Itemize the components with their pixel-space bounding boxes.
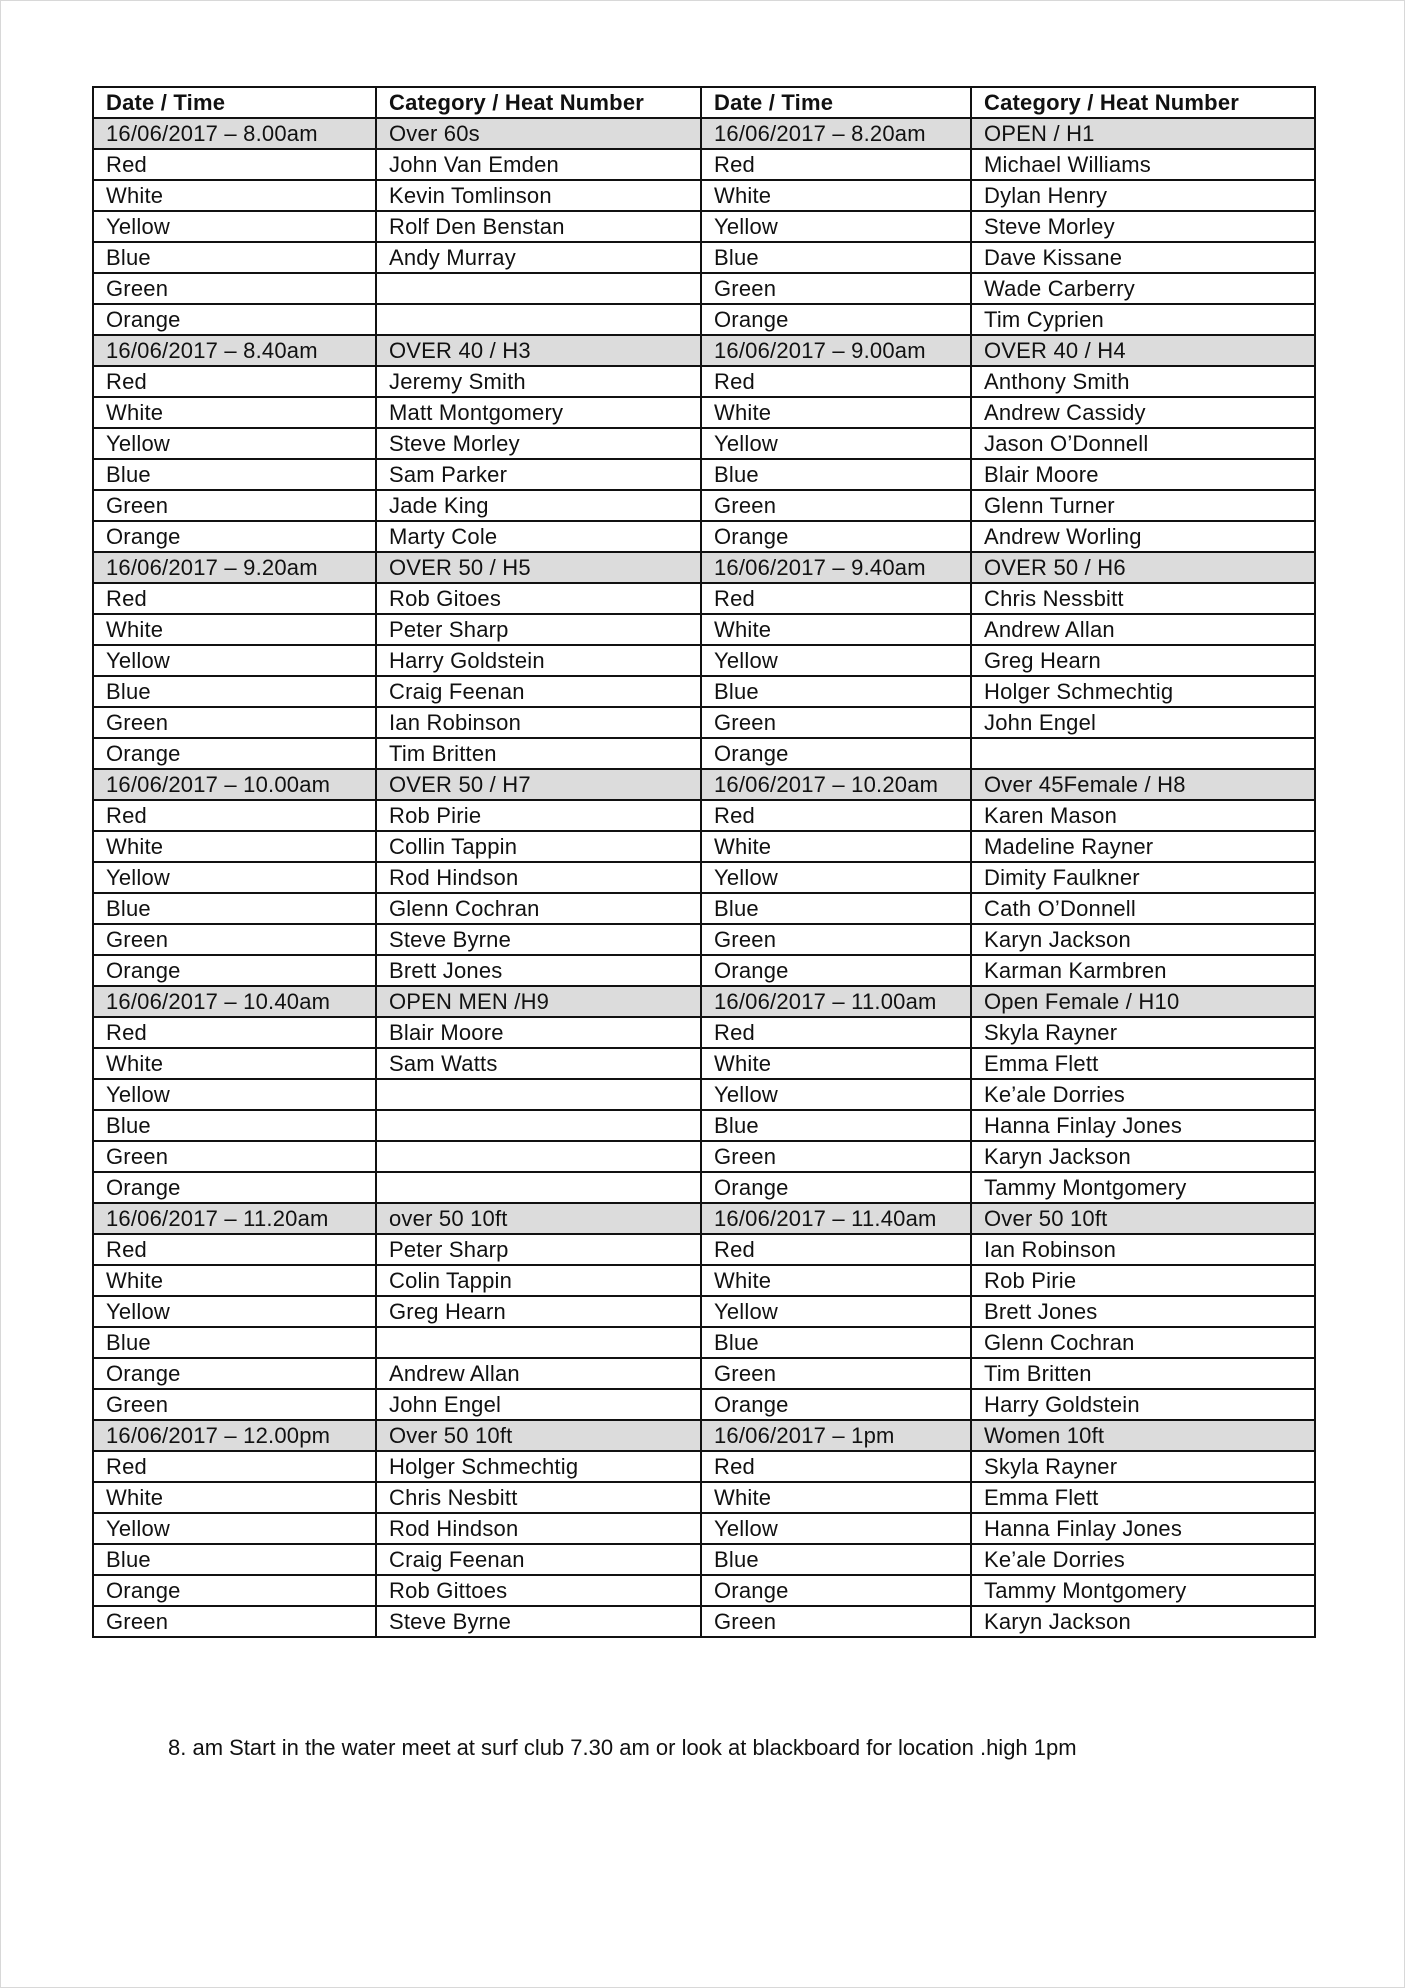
lane-colour: Yellow <box>701 1513 971 1544</box>
competitor-name: Madeline Rayner <box>971 831 1315 862</box>
competitor-name: Colin Tappin <box>376 1265 701 1296</box>
competitor-name: Karen Mason <box>971 800 1315 831</box>
table-row <box>93 800 1315 831</box>
competitor-name: Tim Britten <box>971 1358 1315 1389</box>
table-row <box>93 1172 1315 1203</box>
table-row <box>93 1017 1315 1048</box>
heat-header-row <box>93 1203 1315 1234</box>
table-row <box>93 304 1315 335</box>
table-row <box>93 273 1315 304</box>
heat-time: 16/06/2017 – 10.20am <box>701 769 971 800</box>
lane-colour: Red <box>701 1234 971 1265</box>
heat-time: 16/06/2017 – 11.00am <box>701 986 971 1017</box>
table-row <box>93 1265 1315 1296</box>
heat-category: Open Female / H10 <box>971 986 1315 1017</box>
competitor-name: Rob Pirie <box>971 1265 1315 1296</box>
competitor-name: Marty Cole <box>376 521 701 552</box>
competitor-name: Andy Murray <box>376 242 701 273</box>
lane-colour: White <box>93 1265 376 1296</box>
lane-colour: Green <box>93 273 376 304</box>
lane-colour: Blue <box>701 893 971 924</box>
table-row <box>93 1079 1315 1110</box>
competitor-name: Anthony Smith <box>971 366 1315 397</box>
table-row <box>93 1482 1315 1513</box>
competitor-name: Rolf Den Benstan <box>376 211 701 242</box>
table-row <box>93 1544 1315 1575</box>
lane-colour: Green <box>701 1141 971 1172</box>
lane-colour: Blue <box>93 1544 376 1575</box>
column-header-left-category: Category / Heat Number <box>376 87 701 118</box>
lane-colour: Orange <box>93 738 376 769</box>
competitor-name: Skyla Rayner <box>971 1017 1315 1048</box>
competitor-name: Tim Cyprien <box>971 304 1315 335</box>
heat-category: Women 10ft <box>971 1420 1315 1451</box>
lane-colour: Blue <box>93 676 376 707</box>
lane-colour: Red <box>93 583 376 614</box>
table-row <box>93 242 1315 273</box>
heat-time: 16/06/2017 – 1pm <box>701 1420 971 1451</box>
lane-colour: Orange <box>701 1575 971 1606</box>
table-row <box>93 1358 1315 1389</box>
column-header-right-category: Category / Heat Number <box>971 87 1315 118</box>
lane-colour: White <box>93 180 376 211</box>
competitor-name: Ke’ale Dorries <box>971 1079 1315 1110</box>
lane-colour: Yellow <box>701 211 971 242</box>
competitor-name <box>376 1141 701 1172</box>
footnote: 8. am Start in the water meet at surf club 7.30 am or look at blackboard for location .high 1pm <box>168 1735 1077 1760</box>
column-header-left-time: Date / Time <box>93 87 376 118</box>
competitor-name: Peter Sharp <box>376 614 701 645</box>
competitor-name: Jeremy Smith <box>376 366 701 397</box>
column-header-right-time: Date / Time <box>701 87 971 118</box>
competitor-name: Greg Hearn <box>376 1296 701 1327</box>
table-row <box>93 738 1315 769</box>
table-body <box>93 118 1315 1637</box>
competitor-name: Sam Parker <box>376 459 701 490</box>
table-header-row <box>93 87 1315 118</box>
competitor-name: Cath O’Donnell <box>971 893 1315 924</box>
competitor-name <box>376 1327 701 1358</box>
competitor-name: Karman Karmbren <box>971 955 1315 986</box>
lane-colour: Red <box>93 1451 376 1482</box>
table-row <box>93 180 1315 211</box>
competitor-name: Dylan Henry <box>971 180 1315 211</box>
lane-colour: Yellow <box>701 428 971 459</box>
lane-colour: Green <box>701 490 971 521</box>
lane-colour: Blue <box>701 242 971 273</box>
heat-header-row <box>93 1420 1315 1451</box>
competitor-name <box>376 1110 701 1141</box>
lane-colour: Red <box>701 800 971 831</box>
table-row <box>93 614 1315 645</box>
heat-category: OVER 50 / H5 <box>376 552 701 583</box>
competitor-name: Chris Nesbitt <box>376 1482 701 1513</box>
lane-colour: Blue <box>93 1327 376 1358</box>
competitor-name: Ian Robinson <box>376 707 701 738</box>
lane-colour: White <box>701 1048 971 1079</box>
table-row <box>93 1296 1315 1327</box>
lane-colour: White <box>701 831 971 862</box>
competitor-name: Collin Tappin <box>376 831 701 862</box>
competitor-name: Andrew Cassidy <box>971 397 1315 428</box>
lane-colour: Orange <box>93 521 376 552</box>
lane-colour: Yellow <box>93 862 376 893</box>
competitor-name: Hanna Finlay Jones <box>971 1513 1315 1544</box>
lane-colour: Red <box>93 800 376 831</box>
competitor-name: Rob Gitoes <box>376 583 701 614</box>
competitor-name: Rod Hindson <box>376 862 701 893</box>
heat-category: Over 50 10ft <box>376 1420 701 1451</box>
competitor-name: Glenn Cochran <box>971 1327 1315 1358</box>
table-row <box>93 1048 1315 1079</box>
competitor-name: Ke’ale Dorries <box>971 1544 1315 1575</box>
table-row <box>93 1575 1315 1606</box>
table-row <box>93 645 1315 676</box>
competitor-name: Andrew Worling <box>971 521 1315 552</box>
table-row <box>93 924 1315 955</box>
lane-colour: Green <box>701 1606 971 1637</box>
competitor-name: Ian Robinson <box>971 1234 1315 1265</box>
heat-header-row <box>93 552 1315 583</box>
competitor-name: Rob Gittoes <box>376 1575 701 1606</box>
competitor-name: Andrew Allan <box>971 614 1315 645</box>
competitor-name <box>971 738 1315 769</box>
lane-colour: Red <box>701 1451 971 1482</box>
table-row <box>93 583 1315 614</box>
table-row <box>93 676 1315 707</box>
lane-colour: Red <box>701 583 971 614</box>
lane-colour: Blue <box>93 893 376 924</box>
lane-colour: Green <box>93 1389 376 1420</box>
heat-category: OVER 40 / H3 <box>376 335 701 366</box>
competitor-name: Steve Byrne <box>376 1606 701 1637</box>
lane-colour: Orange <box>701 955 971 986</box>
heat-time: 16/06/2017 – 11.40am <box>701 1203 971 1234</box>
lane-colour: Blue <box>701 1110 971 1141</box>
competitor-name: Sam Watts <box>376 1048 701 1079</box>
competitor-name: Steve Morley <box>971 211 1315 242</box>
competitor-name: Steve Byrne <box>376 924 701 955</box>
competitor-name: Emma Flett <box>971 1482 1315 1513</box>
table-row <box>93 1513 1315 1544</box>
table-row <box>93 1327 1315 1358</box>
competitor-name: John Engel <box>376 1389 701 1420</box>
table-row <box>93 490 1315 521</box>
competitor-name: Greg Hearn <box>971 645 1315 676</box>
competitor-name: Dimity Faulkner <box>971 862 1315 893</box>
table-row <box>93 521 1315 552</box>
competitor-name <box>376 1172 701 1203</box>
competitor-name <box>376 273 701 304</box>
lane-colour: White <box>93 1048 376 1079</box>
competitor-name <box>376 304 701 335</box>
competitor-name: Craig Feenan <box>376 676 701 707</box>
heat-category: Over 45Female / H8 <box>971 769 1315 800</box>
competitor-name <box>376 1079 701 1110</box>
table-row <box>93 149 1315 180</box>
heat-time: 16/06/2017 – 10.40am <box>93 986 376 1017</box>
lane-colour: Yellow <box>701 862 971 893</box>
table-row <box>93 893 1315 924</box>
lane-colour: White <box>701 397 971 428</box>
lane-colour: Green <box>93 490 376 521</box>
heat-category: OVER 50 / H7 <box>376 769 701 800</box>
competitor-name: John Van Emden <box>376 149 701 180</box>
competitor-name: Chris Nessbitt <box>971 583 1315 614</box>
table-row <box>93 459 1315 490</box>
competitor-name: Hanna Finlay Jones <box>971 1110 1315 1141</box>
heat-header-row <box>93 769 1315 800</box>
lane-colour: Yellow <box>93 1296 376 1327</box>
competitor-name: Brett Jones <box>971 1296 1315 1327</box>
competitor-name: Michael Williams <box>971 149 1315 180</box>
lane-colour: Red <box>93 149 376 180</box>
lane-colour: Orange <box>93 1172 376 1203</box>
lane-colour: Red <box>93 366 376 397</box>
competitor-name: Tammy Montgomery <box>971 1172 1315 1203</box>
table-row <box>93 831 1315 862</box>
lane-colour: Red <box>701 149 971 180</box>
heat-schedule-table <box>92 86 1316 1638</box>
competitor-name: Karyn Jackson <box>971 1606 1315 1637</box>
lane-colour: Orange <box>93 304 376 335</box>
table-row <box>93 1234 1315 1265</box>
competitor-name: Glenn Turner <box>971 490 1315 521</box>
lane-colour: Orange <box>701 1172 971 1203</box>
lane-colour: Yellow <box>701 1296 971 1327</box>
lane-colour: Green <box>701 1358 971 1389</box>
table-row <box>93 428 1315 459</box>
lane-colour: Orange <box>93 1575 376 1606</box>
competitor-name: Dave Kissane <box>971 242 1315 273</box>
heat-time: 16/06/2017 – 9.20am <box>93 552 376 583</box>
competitor-name: Karyn Jackson <box>971 1141 1315 1172</box>
lane-colour: Orange <box>701 1389 971 1420</box>
competitor-name: Jade King <box>376 490 701 521</box>
competitor-name: Rod Hindson <box>376 1513 701 1544</box>
heat-category: OPEN / H1 <box>971 118 1315 149</box>
competitor-name: Harry Goldstein <box>971 1389 1315 1420</box>
competitor-name: Peter Sharp <box>376 1234 701 1265</box>
lane-colour: Yellow <box>93 428 376 459</box>
table-row <box>93 862 1315 893</box>
competitor-name: Wade Carberry <box>971 273 1315 304</box>
table-row <box>93 1451 1315 1482</box>
competitor-name: Karyn Jackson <box>971 924 1315 955</box>
competitor-name: Steve Morley <box>376 428 701 459</box>
competitor-name: Craig Feenan <box>376 1544 701 1575</box>
lane-colour: Blue <box>701 459 971 490</box>
competitor-name: Matt Montgomery <box>376 397 701 428</box>
lane-colour: Yellow <box>93 1513 376 1544</box>
lane-colour: Green <box>93 1141 376 1172</box>
competitor-name: Holger Schmechtig <box>971 676 1315 707</box>
lane-colour: Green <box>701 707 971 738</box>
lane-colour: Orange <box>93 955 376 986</box>
lane-colour: White <box>701 180 971 211</box>
table-row <box>93 1110 1315 1141</box>
lane-colour: White <box>701 614 971 645</box>
table-row <box>93 955 1315 986</box>
competitor-name: Jason O’Donnell <box>971 428 1315 459</box>
table-row <box>93 1606 1315 1637</box>
lane-colour: Red <box>701 366 971 397</box>
competitor-name: Glenn Cochran <box>376 893 701 924</box>
heat-category: Over 60s <box>376 118 701 149</box>
lane-colour: Green <box>701 273 971 304</box>
heat-category: OVER 40 / H4 <box>971 335 1315 366</box>
lane-colour: White <box>701 1482 971 1513</box>
table-row <box>93 366 1315 397</box>
competitor-name: Brett Jones <box>376 955 701 986</box>
lane-colour: Yellow <box>93 1079 376 1110</box>
heat-time: 16/06/2017 – 8.20am <box>701 118 971 149</box>
competitor-name: Rob Pirie <box>376 800 701 831</box>
lane-colour: Blue <box>93 242 376 273</box>
heat-time: 16/06/2017 – 12.00pm <box>93 1420 376 1451</box>
lane-colour: Yellow <box>93 645 376 676</box>
lane-colour: Blue <box>93 459 376 490</box>
competitor-name: Tammy Montgomery <box>971 1575 1315 1606</box>
lane-colour: Orange <box>701 304 971 335</box>
heat-header-row <box>93 986 1315 1017</box>
heat-header-row <box>93 118 1315 149</box>
lane-colour: Red <box>93 1017 376 1048</box>
lane-colour: White <box>93 397 376 428</box>
table-row <box>93 1141 1315 1172</box>
table-row <box>93 397 1315 428</box>
lane-colour: Red <box>701 1017 971 1048</box>
lane-colour: White <box>93 614 376 645</box>
competitor-name: Harry Goldstein <box>376 645 701 676</box>
lane-colour: Orange <box>701 521 971 552</box>
lane-colour: Yellow <box>701 1079 971 1110</box>
heat-category: Over 50 10ft <box>971 1203 1315 1234</box>
lane-colour: Red <box>93 1234 376 1265</box>
competitor-name: Tim Britten <box>376 738 701 769</box>
table-row <box>93 707 1315 738</box>
heat-time: 16/06/2017 – 10.00am <box>93 769 376 800</box>
lane-colour: White <box>93 831 376 862</box>
lane-colour: Green <box>93 924 376 955</box>
competitor-name: Holger Schmechtig <box>376 1451 701 1482</box>
lane-colour: Green <box>93 1606 376 1637</box>
competitor-name: John Engel <box>971 707 1315 738</box>
competitor-name: Kevin Tomlinson <box>376 180 701 211</box>
competitor-name: Andrew Allan <box>376 1358 701 1389</box>
heat-time: 16/06/2017 – 9.00am <box>701 335 971 366</box>
competitor-name: Blair Moore <box>971 459 1315 490</box>
heat-time: 16/06/2017 – 11.20am <box>93 1203 376 1234</box>
heat-header-row <box>93 335 1315 366</box>
table-row <box>93 1389 1315 1420</box>
heat-category: over 50 10ft <box>376 1203 701 1234</box>
lane-colour: White <box>93 1482 376 1513</box>
competitor-name: Emma Flett <box>971 1048 1315 1079</box>
lane-colour: Blue <box>93 1110 376 1141</box>
lane-colour: Blue <box>701 1327 971 1358</box>
heat-category: OPEN MEN /H9 <box>376 986 701 1017</box>
heat-time: 16/06/2017 – 8.40am <box>93 335 376 366</box>
heat-category: OVER 50 / H6 <box>971 552 1315 583</box>
competitor-name: Skyla Rayner <box>971 1451 1315 1482</box>
lane-colour: Green <box>93 707 376 738</box>
lane-colour: Blue <box>701 1544 971 1575</box>
lane-colour: Orange <box>93 1358 376 1389</box>
competitor-name: Blair Moore <box>376 1017 701 1048</box>
lane-colour: Yellow <box>93 211 376 242</box>
lane-colour: White <box>701 1265 971 1296</box>
table-row <box>93 211 1315 242</box>
lane-colour: Yellow <box>701 645 971 676</box>
lane-colour: Green <box>701 924 971 955</box>
heat-time: 16/06/2017 – 8.00am <box>93 118 376 149</box>
lane-colour: Orange <box>701 738 971 769</box>
heat-time: 16/06/2017 – 9.40am <box>701 552 971 583</box>
lane-colour: Blue <box>701 676 971 707</box>
